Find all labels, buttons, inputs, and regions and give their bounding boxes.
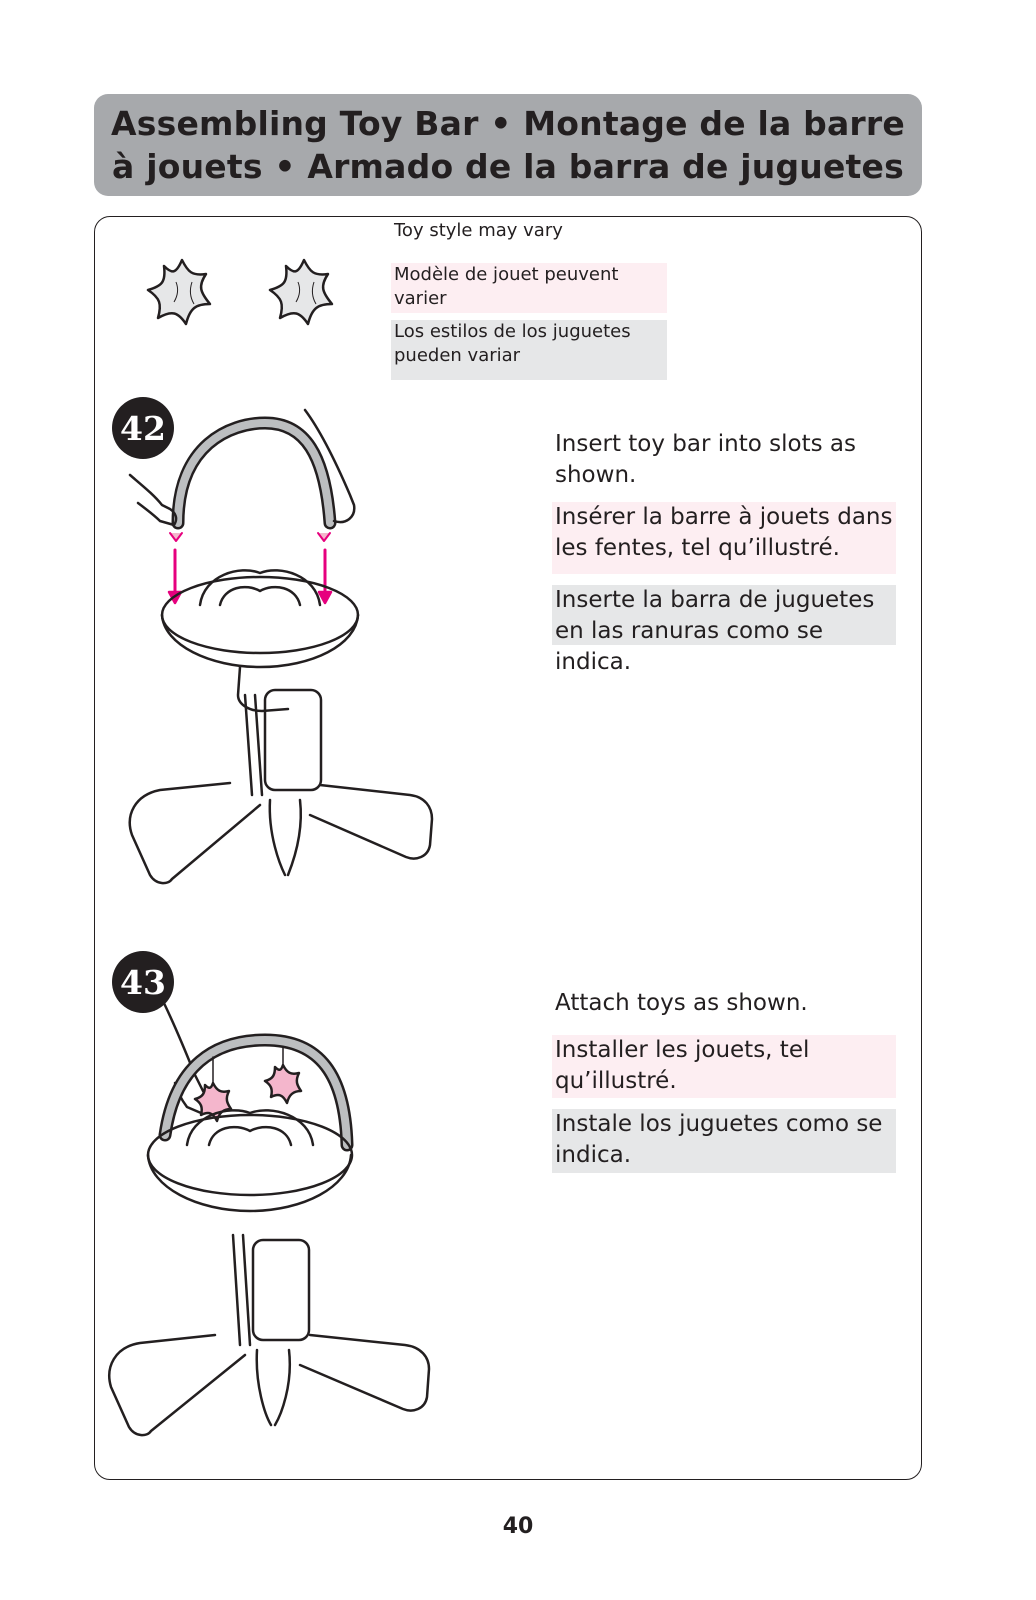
hand-left (130, 475, 176, 525)
step-43-text-french: Installer les jouets, tel qu’illustré. (552, 1035, 896, 1098)
step-42-text-french: Insérer la barre à jouets dans les fentes, tel qu’illustré. (552, 502, 896, 574)
swing-seat (148, 1115, 352, 1195)
star-toy-icon (148, 260, 210, 324)
step-42-swing-illustration (120, 405, 450, 905)
swing-base-column (265, 690, 321, 790)
step-42-badge: 42 (112, 397, 174, 459)
step-43-text-english: Attach toys as shown. (555, 990, 808, 1016)
toy-stars-illustration (140, 252, 370, 342)
swing-legs (130, 783, 260, 883)
toy-note-french: Modèle de jouet peuvent varier (391, 263, 667, 313)
step-42-text-spanish: Inserte la barra de juguetes en las ranuras como se indica. (552, 585, 896, 645)
star-toy-icon (270, 260, 332, 324)
pink-star-toy-icon (265, 1065, 301, 1103)
swing-legs (109, 1335, 245, 1435)
swing-seat (162, 577, 358, 653)
step-43-text-spanish: Instale los juguetes como se indica. (552, 1109, 896, 1173)
toy-note-spanish: Los estilos de los juguetes pueden variar (391, 320, 667, 380)
swing-base-column (253, 1240, 309, 1340)
page-title: Assembling Toy Bar • Montage de la barre à jouets • Armado de la barra de juguetes (111, 104, 905, 186)
page-number: 40 (502, 1514, 534, 1539)
step-43-badge: 43 (112, 951, 174, 1013)
step-43-swing-illustration (105, 995, 445, 1445)
step-42-text-english: Insert toy bar into slots as shown. (555, 431, 856, 488)
toy-note-english: Toy style may vary (394, 220, 563, 241)
section-title-bar (94, 94, 922, 196)
